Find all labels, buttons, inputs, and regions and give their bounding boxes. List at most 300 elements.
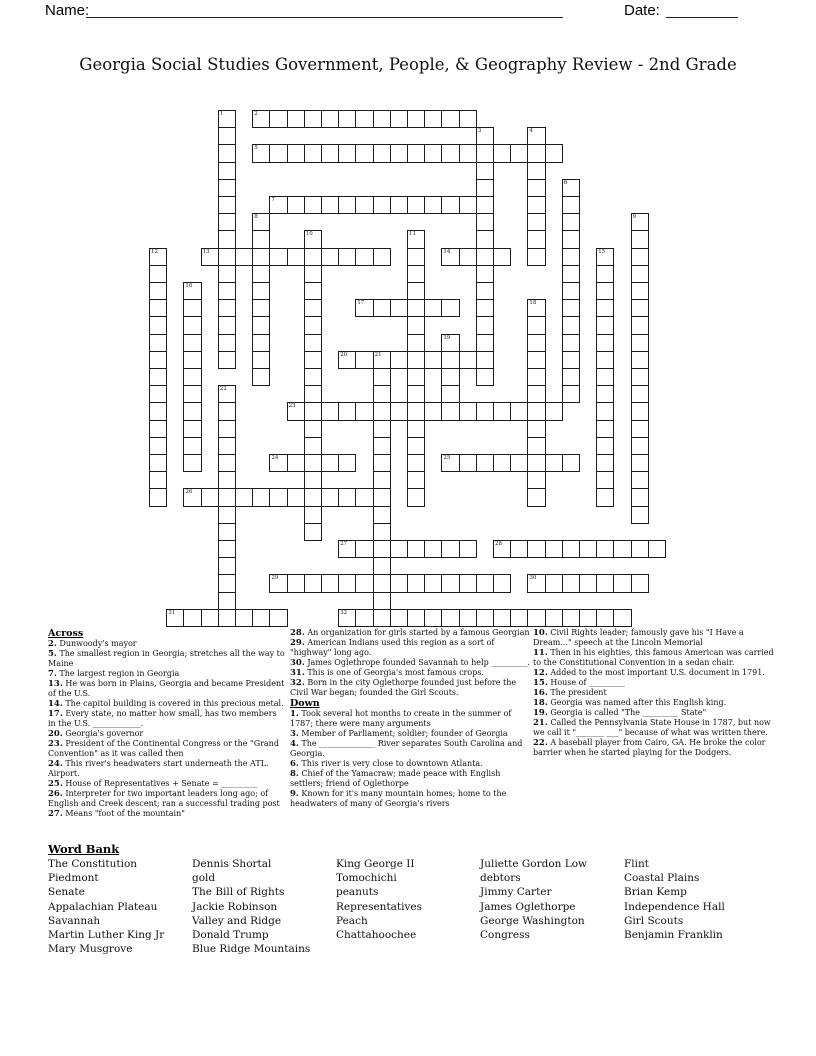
grid-cell[interactable] — [545, 574, 563, 592]
grid-cell[interactable] — [631, 265, 649, 283]
grid-cell[interactable] — [304, 506, 322, 524]
grid-cell[interactable] — [355, 540, 373, 558]
grid-cell[interactable] — [252, 144, 270, 162]
grid-cell[interactable] — [390, 299, 408, 317]
grid-cell[interactable] — [459, 574, 477, 592]
grid-cell[interactable] — [355, 402, 373, 420]
grid-cell[interactable] — [527, 385, 545, 403]
grid-cell[interactable] — [269, 196, 287, 214]
grid-cell[interactable] — [596, 351, 614, 369]
grid-cell[interactable] — [562, 368, 580, 386]
grid-cell[interactable] — [373, 144, 391, 162]
grid-cell[interactable] — [201, 248, 219, 266]
grid-cell[interactable] — [218, 523, 236, 541]
grid-cell[interactable] — [579, 540, 597, 558]
grid-cell[interactable] — [183, 437, 201, 455]
grid-cell[interactable] — [596, 540, 614, 558]
grid-cell[interactable] — [631, 299, 649, 317]
grid-cell[interactable] — [459, 248, 477, 266]
grid-cell[interactable] — [218, 385, 236, 403]
grid-cell[interactable] — [631, 437, 649, 455]
grid-cell[interactable] — [459, 196, 477, 214]
grid-cell[interactable] — [355, 351, 373, 369]
grid-cell[interactable] — [183, 368, 201, 386]
grid-cell[interactable] — [252, 299, 270, 317]
grid-cell[interactable] — [424, 402, 442, 420]
grid-cell[interactable] — [562, 540, 580, 558]
grid-cell[interactable] — [631, 213, 649, 231]
grid-cell[interactable] — [562, 574, 580, 592]
grid-cell[interactable] — [149, 402, 167, 420]
grid-cell[interactable] — [183, 282, 201, 300]
grid-cell[interactable] — [407, 471, 425, 489]
grid-cell[interactable] — [407, 609, 425, 627]
grid-cell[interactable] — [510, 540, 528, 558]
grid-cell[interactable] — [304, 110, 322, 128]
grid-cell[interactable] — [304, 420, 322, 438]
grid-cell[interactable] — [493, 540, 511, 558]
grid-cell[interactable] — [218, 540, 236, 558]
grid-cell[interactable] — [355, 299, 373, 317]
grid-cell[interactable] — [596, 437, 614, 455]
grid-cell[interactable] — [527, 162, 545, 180]
grid-cell[interactable] — [493, 248, 511, 266]
grid-cell[interactable] — [304, 368, 322, 386]
grid-cell[interactable] — [631, 574, 649, 592]
grid-cell[interactable] — [613, 609, 631, 627]
grid-cell[interactable] — [287, 196, 305, 214]
grid-cell[interactable] — [338, 110, 356, 128]
grid-cell[interactable] — [545, 609, 563, 627]
grid-cell[interactable] — [373, 506, 391, 524]
grid-cell[interactable] — [459, 351, 477, 369]
grid-cell[interactable] — [355, 574, 373, 592]
grid-cell[interactable] — [476, 248, 494, 266]
grid-cell[interactable] — [149, 368, 167, 386]
grid-cell[interactable] — [631, 351, 649, 369]
grid-cell[interactable] — [218, 454, 236, 472]
grid-cell[interactable] — [338, 144, 356, 162]
grid-cell[interactable] — [183, 316, 201, 334]
grid-cell[interactable] — [390, 110, 408, 128]
grid-cell[interactable] — [407, 454, 425, 472]
name-input-line[interactable] — [86, 2, 563, 18]
grid-cell[interactable] — [183, 385, 201, 403]
grid-cell[interactable] — [596, 471, 614, 489]
grid-cell[interactable] — [183, 351, 201, 369]
grid-cell[interactable] — [579, 609, 597, 627]
grid-cell[interactable] — [631, 454, 649, 472]
grid-cell[interactable] — [218, 592, 236, 610]
grid-cell[interactable] — [596, 488, 614, 506]
grid-cell[interactable] — [562, 351, 580, 369]
grid-cell[interactable] — [441, 368, 459, 386]
grid-cell[interactable] — [304, 316, 322, 334]
grid-cell[interactable] — [355, 488, 373, 506]
grid-cell[interactable] — [527, 248, 545, 266]
grid-cell[interactable] — [338, 196, 356, 214]
grid-cell[interactable] — [321, 144, 339, 162]
grid-cell[interactable] — [631, 506, 649, 524]
grid-cell[interactable] — [527, 540, 545, 558]
grid-cell[interactable] — [149, 351, 167, 369]
grid-cell[interactable] — [287, 144, 305, 162]
grid-cell[interactable] — [527, 316, 545, 334]
grid-cell[interactable] — [441, 334, 459, 352]
grid-cell[interactable] — [321, 454, 339, 472]
grid-cell[interactable] — [510, 454, 528, 472]
grid-cell[interactable] — [373, 471, 391, 489]
grid-cell[interactable] — [527, 488, 545, 506]
grid-cell[interactable] — [562, 230, 580, 248]
grid-cell[interactable] — [407, 248, 425, 266]
grid-cell[interactable] — [287, 110, 305, 128]
grid-cell[interactable] — [459, 540, 477, 558]
grid-cell[interactable] — [304, 282, 322, 300]
grid-cell[interactable] — [373, 402, 391, 420]
grid-cell[interactable] — [321, 110, 339, 128]
grid-cell[interactable] — [493, 574, 511, 592]
grid-cell[interactable] — [441, 454, 459, 472]
grid-cell[interactable] — [304, 299, 322, 317]
grid-cell[interactable] — [218, 230, 236, 248]
grid-cell[interactable] — [269, 488, 287, 506]
grid-cell[interactable] — [287, 574, 305, 592]
grid-cell[interactable] — [218, 402, 236, 420]
grid-cell[interactable] — [149, 248, 167, 266]
grid-cell[interactable] — [218, 557, 236, 575]
grid-cell[interactable] — [613, 574, 631, 592]
grid-cell[interactable] — [441, 248, 459, 266]
grid-cell[interactable] — [149, 282, 167, 300]
grid-cell[interactable] — [527, 574, 545, 592]
grid-cell[interactable] — [631, 368, 649, 386]
grid-cell[interactable] — [493, 454, 511, 472]
grid-cell[interactable] — [252, 334, 270, 352]
grid-cell[interactable] — [407, 110, 425, 128]
grid-cell[interactable] — [407, 230, 425, 248]
grid-cell[interactable] — [235, 248, 253, 266]
grid-cell[interactable] — [441, 385, 459, 403]
grid-cell[interactable] — [562, 213, 580, 231]
grid-cell[interactable] — [527, 351, 545, 369]
grid-cell[interactable] — [287, 248, 305, 266]
grid-cell[interactable] — [493, 609, 511, 627]
grid-cell[interactable] — [287, 488, 305, 506]
grid-cell[interactable] — [183, 420, 201, 438]
grid-cell[interactable] — [631, 540, 649, 558]
grid-cell[interactable] — [183, 402, 201, 420]
grid-cell[interactable] — [252, 213, 270, 231]
grid-cell[interactable] — [441, 110, 459, 128]
grid-cell[interactable] — [424, 144, 442, 162]
grid-cell[interactable] — [493, 402, 511, 420]
grid-cell[interactable] — [441, 299, 459, 317]
grid-cell[interactable] — [149, 437, 167, 455]
grid-cell[interactable] — [631, 316, 649, 334]
grid-cell[interactable] — [218, 213, 236, 231]
grid-cell[interactable] — [407, 420, 425, 438]
grid-cell[interactable] — [149, 385, 167, 403]
grid-cell[interactable] — [218, 144, 236, 162]
grid-cell[interactable] — [407, 196, 425, 214]
grid-cell[interactable] — [441, 144, 459, 162]
grid-cell[interactable] — [218, 351, 236, 369]
grid-cell[interactable] — [527, 609, 545, 627]
grid-cell[interactable] — [338, 402, 356, 420]
grid-cell[interactable] — [390, 351, 408, 369]
grid-cell[interactable] — [407, 282, 425, 300]
grid-cell[interactable] — [562, 196, 580, 214]
grid-cell[interactable] — [596, 385, 614, 403]
grid-cell[interactable] — [424, 351, 442, 369]
grid-cell[interactable] — [373, 574, 391, 592]
grid-cell[interactable] — [407, 265, 425, 283]
grid-cell[interactable] — [613, 540, 631, 558]
grid-cell[interactable] — [631, 282, 649, 300]
grid-cell[interactable] — [373, 196, 391, 214]
grid-cell[interactable] — [338, 609, 356, 627]
grid-cell[interactable] — [149, 420, 167, 438]
grid-cell[interactable] — [631, 402, 649, 420]
grid-cell[interactable] — [579, 574, 597, 592]
grid-cell[interactable] — [459, 454, 477, 472]
grid-cell[interactable] — [407, 299, 425, 317]
grid-cell[interactable] — [373, 592, 391, 610]
date-input-line[interactable] — [666, 2, 738, 18]
grid-cell[interactable] — [527, 213, 545, 231]
grid-cell[interactable] — [287, 402, 305, 420]
grid-cell[interactable] — [527, 437, 545, 455]
grid-cell[interactable] — [476, 299, 494, 317]
grid-cell[interactable] — [562, 334, 580, 352]
grid-cell[interactable] — [527, 127, 545, 145]
grid-cell[interactable] — [424, 609, 442, 627]
grid-cell[interactable] — [321, 488, 339, 506]
grid-cell[interactable] — [373, 110, 391, 128]
grid-cell[interactable] — [459, 144, 477, 162]
grid-cell[interactable] — [304, 523, 322, 541]
grid-cell[interactable] — [235, 609, 253, 627]
grid-cell[interactable] — [149, 471, 167, 489]
grid-cell[interactable] — [493, 144, 511, 162]
grid-cell[interactable] — [183, 299, 201, 317]
grid-cell[interactable] — [407, 574, 425, 592]
grid-cell[interactable] — [459, 402, 477, 420]
grid-cell[interactable] — [596, 299, 614, 317]
grid-cell[interactable] — [304, 248, 322, 266]
grid-cell[interactable] — [596, 420, 614, 438]
grid-cell[interactable] — [321, 248, 339, 266]
grid-cell[interactable] — [545, 144, 563, 162]
grid-cell[interactable] — [407, 316, 425, 334]
grid-cell[interactable] — [476, 334, 494, 352]
grid-cell[interactable] — [562, 454, 580, 472]
grid-cell[interactable] — [304, 402, 322, 420]
grid-cell[interactable] — [476, 265, 494, 283]
grid-cell[interactable] — [201, 609, 219, 627]
grid-cell[interactable] — [183, 454, 201, 472]
grid-cell[interactable] — [545, 402, 563, 420]
grid-cell[interactable] — [218, 299, 236, 317]
grid-cell[interactable] — [149, 334, 167, 352]
grid-cell[interactable] — [390, 574, 408, 592]
grid-cell[interactable] — [476, 316, 494, 334]
grid-cell[interactable] — [441, 540, 459, 558]
grid-cell[interactable] — [252, 110, 270, 128]
grid-cell[interactable] — [287, 454, 305, 472]
grid-cell[interactable] — [631, 488, 649, 506]
grid-cell[interactable] — [183, 609, 201, 627]
grid-cell[interactable] — [355, 248, 373, 266]
grid-cell[interactable] — [304, 488, 322, 506]
grid-cell[interactable] — [631, 420, 649, 438]
grid-cell[interactable] — [269, 110, 287, 128]
grid-cell[interactable] — [596, 368, 614, 386]
grid-cell[interactable] — [510, 144, 528, 162]
grid-cell[interactable] — [252, 248, 270, 266]
grid-cell[interactable] — [476, 213, 494, 231]
grid-cell[interactable] — [201, 488, 219, 506]
grid-cell[interactable] — [476, 402, 494, 420]
grid-cell[interactable] — [355, 196, 373, 214]
grid-cell[interactable] — [390, 144, 408, 162]
grid-cell[interactable] — [373, 540, 391, 558]
grid-cell[interactable] — [459, 609, 477, 627]
grid-cell[interactable] — [562, 265, 580, 283]
grid-cell[interactable] — [355, 144, 373, 162]
grid-cell[interactable] — [218, 488, 236, 506]
grid-cell[interactable] — [252, 316, 270, 334]
grid-cell[interactable] — [562, 316, 580, 334]
grid-cell[interactable] — [252, 368, 270, 386]
grid-cell[interactable] — [218, 471, 236, 489]
grid-cell[interactable] — [338, 454, 356, 472]
grid-cell[interactable] — [304, 385, 322, 403]
grid-cell[interactable] — [390, 540, 408, 558]
grid-cell[interactable] — [510, 402, 528, 420]
grid-cell[interactable] — [218, 110, 236, 128]
grid-cell[interactable] — [269, 609, 287, 627]
grid-cell[interactable] — [476, 196, 494, 214]
grid-cell[interactable] — [562, 282, 580, 300]
grid-cell[interactable] — [218, 420, 236, 438]
grid-cell[interactable] — [407, 488, 425, 506]
grid-cell[interactable] — [596, 248, 614, 266]
grid-cell[interactable] — [218, 179, 236, 197]
grid-cell[interactable] — [269, 454, 287, 472]
grid-cell[interactable] — [596, 609, 614, 627]
grid-cell[interactable] — [527, 179, 545, 197]
grid-cell[interactable] — [373, 437, 391, 455]
grid-cell[interactable] — [304, 437, 322, 455]
grid-cell[interactable] — [304, 334, 322, 352]
grid-cell[interactable] — [476, 351, 494, 369]
grid-cell[interactable] — [373, 523, 391, 541]
grid-cell[interactable] — [390, 196, 408, 214]
grid-cell[interactable] — [441, 574, 459, 592]
grid-cell[interactable] — [218, 282, 236, 300]
grid-cell[interactable] — [183, 334, 201, 352]
grid-cell[interactable] — [476, 230, 494, 248]
grid-cell[interactable] — [562, 179, 580, 197]
grid-cell[interactable] — [218, 437, 236, 455]
grid-cell[interactable] — [441, 609, 459, 627]
grid-cell[interactable] — [252, 282, 270, 300]
grid-cell[interactable] — [407, 334, 425, 352]
grid-cell[interactable] — [390, 609, 408, 627]
grid-cell[interactable] — [562, 609, 580, 627]
grid-cell[interactable] — [562, 248, 580, 266]
grid-cell[interactable] — [252, 230, 270, 248]
grid-cell[interactable] — [149, 316, 167, 334]
grid-cell[interactable] — [527, 368, 545, 386]
grid-cell[interactable] — [441, 351, 459, 369]
grid-cell[interactable] — [424, 110, 442, 128]
grid-cell[interactable] — [407, 368, 425, 386]
grid-cell[interactable] — [527, 144, 545, 162]
grid-cell[interactable] — [527, 402, 545, 420]
grid-cell[interactable] — [321, 574, 339, 592]
grid-cell[interactable] — [355, 110, 373, 128]
grid-cell[interactable] — [252, 488, 270, 506]
grid-cell[interactable] — [235, 488, 253, 506]
grid-cell[interactable] — [218, 334, 236, 352]
grid-cell[interactable] — [596, 454, 614, 472]
grid-cell[interactable] — [631, 385, 649, 403]
grid-cell[interactable] — [304, 265, 322, 283]
grid-cell[interactable] — [527, 196, 545, 214]
grid-cell[interactable] — [373, 385, 391, 403]
grid-cell[interactable] — [407, 437, 425, 455]
grid-cell[interactable] — [166, 609, 184, 627]
grid-cell[interactable] — [373, 488, 391, 506]
grid-cell[interactable] — [476, 574, 494, 592]
grid-cell[interactable] — [562, 385, 580, 403]
grid-cell[interactable] — [476, 609, 494, 627]
grid-cell[interactable] — [252, 265, 270, 283]
grid-cell[interactable] — [373, 368, 391, 386]
grid-cell[interactable] — [218, 196, 236, 214]
grid-cell[interactable] — [321, 196, 339, 214]
grid-cell[interactable] — [631, 471, 649, 489]
grid-cell[interactable] — [373, 248, 391, 266]
grid-cell[interactable] — [304, 574, 322, 592]
grid-cell[interactable] — [424, 196, 442, 214]
grid-cell[interactable] — [338, 574, 356, 592]
grid-cell[interactable] — [476, 162, 494, 180]
grid-cell[interactable] — [510, 609, 528, 627]
grid-cell[interactable] — [218, 265, 236, 283]
grid-cell[interactable] — [218, 248, 236, 266]
grid-cell[interactable] — [596, 402, 614, 420]
grid-cell[interactable] — [476, 127, 494, 145]
grid-cell[interactable] — [476, 368, 494, 386]
grid-cell[interactable] — [631, 334, 649, 352]
grid-cell[interactable] — [149, 299, 167, 317]
grid-cell[interactable] — [218, 162, 236, 180]
grid-cell[interactable] — [424, 299, 442, 317]
grid-cell[interactable] — [304, 351, 322, 369]
grid-cell[interactable] — [149, 454, 167, 472]
grid-cell[interactable] — [596, 282, 614, 300]
grid-cell[interactable] — [304, 230, 322, 248]
grid-cell[interactable] — [476, 179, 494, 197]
grid-cell[interactable] — [527, 454, 545, 472]
grid-cell[interactable] — [373, 557, 391, 575]
grid-cell[interactable] — [218, 609, 236, 627]
grid-cell[interactable] — [631, 230, 649, 248]
